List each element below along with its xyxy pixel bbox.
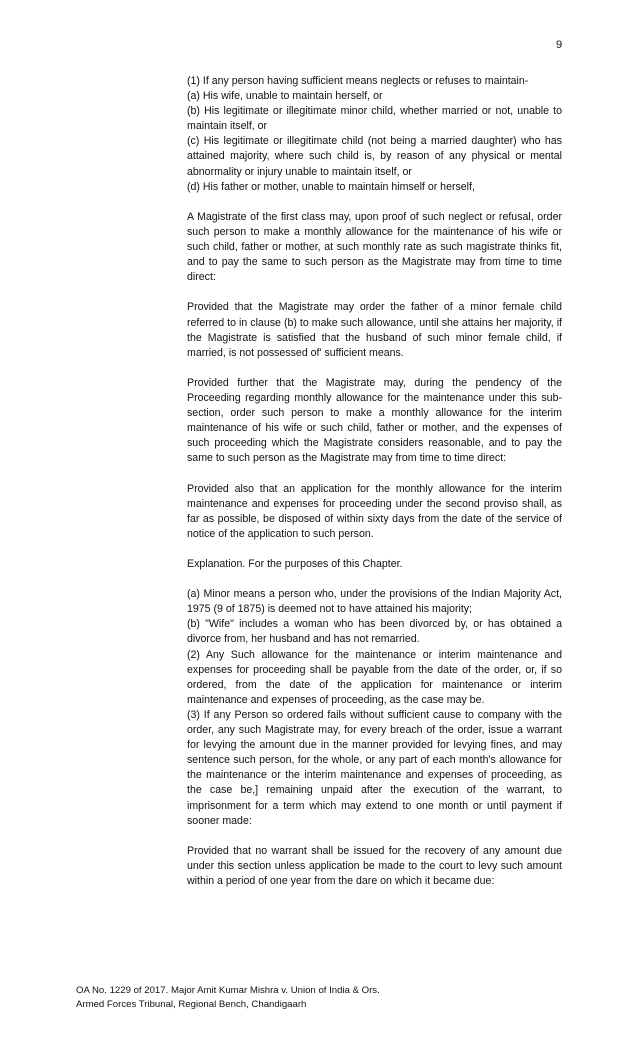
proviso-paragraph-3: Provided also that an application for the monthly allowance for the interim maintenance and expenses for proceeding under the second proviso shall, as far as possible, be disposed of within sixty days from the date of the service of notice of the application to such person. (187, 482, 562, 540)
explanation-a: (a) Minor means a person who, under the provisions of the Indian Majority Act, 1975 (9 of 1875) is deemed not to have attained his majority; (187, 588, 562, 616)
sub-section-2: (2) Any Such allowance for the maintenance or interim maintenance and expenses for proceeding shall be payable from the date of the order, or, if so ordered, from the date of the application for maintenance or interim maintenance and expenses of proceeding, as the case may be. (187, 648, 562, 706)
proviso-paragraph-1: Provided that the Magistrate may order the father of a minor female child referred to in clause (b) to make such allowance, until she attains her majority, if the Magistrate is satisfied that the husband of such minor female child, if married, is not possessed of' sufficient means. (187, 301, 562, 359)
page-footer (76, 984, 380, 1012)
page-number: 9 (556, 39, 563, 51)
explanation-b: (b) "Wife" includes a woman who has been divorced by, or has obtained a divorce from, her husband and has not remarried. (187, 618, 562, 646)
magistrate-paragraph: A Magistrate of the first class may, upon proof of such neglect or refusal, order such person to make a monthly allowance for the maintenance of his wife or such child, father or mother, at such monthly rate as such magistrate thinks fit, and to pay the same to such person as the Magistrate may from time to time direct: (187, 210, 562, 284)
footer-tribunal-line: Armed Forces Tribunal, Regional Bench, Chandigaarh (76, 999, 307, 1010)
clause-1: (1) If any person having sufficient means neglects or refuses to maintain- (187, 75, 529, 87)
clause-1a: (a) His wife, unable to maintain herself, or (187, 90, 383, 103)
final-proviso-paragraph: Provided that no warrant shall be issued for the recovery of any amount due under this section unless application be made to the court to levy such amount within a period of one year from the dare on which it became due: (187, 844, 562, 887)
proviso-paragraph-2: Provided further that the Magistrate may, during the pendency of the Proceeding regarding monthly allowance for the maintenance under this sub-section, order such person to make a monthly allowance for the interim maintenance of his wife or such child, father or mother, and the expenses of such proceeding which the Magistrate considers reasonable, and to pay the same to such person as the Magistrate may from time to time direct: (187, 376, 562, 465)
footer-case-line: OA No. 1229 of 2017. Major Amit Kumar Mishra v. Union of India & Ors. (76, 985, 380, 996)
explanation-heading: Explanation. For the purposes of this Chapter. (187, 558, 403, 570)
clause-1b: (b) His legitimate or illegitimate minor child, whether married or not, unable to maintain itself, or (187, 105, 562, 133)
clause-1c: (c) His legitimate or illegitimate child (not being a married daughter) who has attained majority, where such child is, by reason of any physical or mental abnormality or injury unable to maintain itself, or (187, 135, 562, 178)
sub-section-3: (3) If any Person so ordered fails without sufficient cause to company with the order, any such Magistrate may, for every breach of the order, issue a warrant for levying the amount due in the manner provided for levying fines, and may sentence such person, for the whole, or any part of each month's allowance for the maintenance or the interim maintenance and expenses of proceeding, as the case be,] remaining unpaid after the execution of the warrant, to imprisonment for a term which may extend to one month or until payment if sooner made: (187, 708, 562, 827)
document-body (187, 74, 562, 889)
clause-1d: (d) His father or mother, unable to maintain himself or herself, (187, 180, 475, 193)
